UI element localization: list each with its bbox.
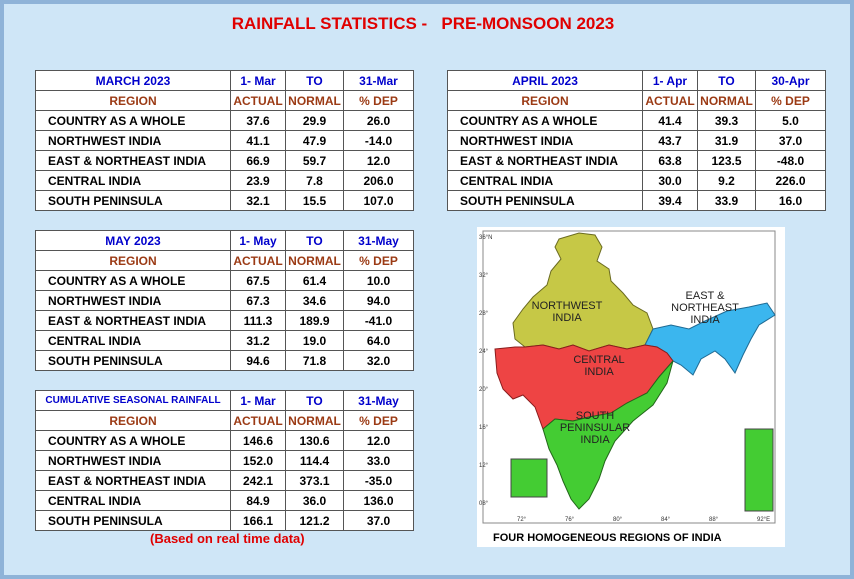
period-to-label: TO [286,71,344,91]
region-name: SOUTH PENINSULA [448,191,643,211]
column-header: % DEP [344,411,414,431]
rainfall-table [35,390,414,531]
actual-value: 146.6 [231,431,286,451]
departure-value: -14.0 [344,131,414,151]
table-row [448,191,826,211]
departure-value: 10.0 [344,271,414,291]
table-row [36,171,414,191]
column-header: REGION [36,91,231,111]
departure-value: 136.0 [344,491,414,511]
departure-value: 33.0 [344,451,414,471]
column-header: ACTUAL [231,91,286,111]
data-note: (Based on real time data) [150,531,305,546]
column-header: NORMAL [698,91,756,111]
actual-value: 39.4 [643,191,698,211]
departure-value: 12.0 [344,431,414,451]
table-row [36,151,414,171]
actual-value: 152.0 [231,451,286,471]
departure-value: 64.0 [344,331,414,351]
region-label: NORTHWEST [531,300,603,312]
normal-value: 189.9 [286,311,344,331]
region-name: EAST & NORTHEAST INDIA [36,151,231,171]
longitude-tick-label: 76° [565,517,575,523]
table-row [36,311,414,331]
region-name: EAST & NORTHEAST INDIA [36,471,231,491]
period-start: 1- May [231,231,286,251]
latitude-tick-label: 16° [479,425,489,431]
table-row [448,131,826,151]
latitude-tick-label: 32° [479,273,489,279]
table-period: CUMULATIVE SEASONAL RAINFALL [36,391,231,411]
actual-value: 66.9 [231,151,286,171]
region-name: CENTRAL INDIA [36,171,231,191]
departure-value: 32.0 [344,351,414,371]
actual-value: 43.7 [643,131,698,151]
normal-value: 36.0 [286,491,344,511]
departure-value: 226.0 [756,171,826,191]
rainfall-table [35,230,414,371]
column-header: NORMAL [286,91,344,111]
inset-andaman-nicobar [745,429,773,511]
column-header: % DEP [344,91,414,111]
column-header: REGION [448,91,643,111]
latitude-tick-label: 08° [479,501,489,507]
column-header: ACTUAL [231,411,286,431]
table-row [36,471,414,491]
table-period: MARCH 2023 [36,71,231,91]
table-period: APRIL 2023 [448,71,643,91]
latitude-tick-label: 20° [479,387,489,393]
table-row [448,151,826,171]
region-name: SOUTH PENINSULA [36,191,231,211]
inset-lakshadweep [511,459,547,497]
normal-value: 39.3 [698,111,756,131]
departure-value: -41.0 [344,311,414,331]
table-row [36,111,414,131]
period-to-label: TO [286,391,344,411]
departure-value: 5.0 [756,111,826,131]
departure-value: 107.0 [344,191,414,211]
region-label: CENTRAL [573,354,625,366]
actual-value: 41.4 [643,111,698,131]
map-caption: FOUR HOMOGENEOUS REGIONS OF INDIA [493,532,722,544]
table-row [36,511,414,531]
region-label: PENINSULAR [559,422,631,434]
normal-value: 373.1 [286,471,344,491]
region-name: EAST & NORTHEAST INDIA [36,311,231,331]
actual-value: 23.9 [231,171,286,191]
normal-value: 15.5 [286,191,344,211]
period-start: 1- Apr [643,71,698,91]
normal-value: 19.0 [286,331,344,351]
rainfall-table [447,70,826,211]
latitude-tick-label: 36°N [479,235,493,241]
period-start: 1- Mar [231,71,286,91]
region-name: CENTRAL INDIA [36,331,231,351]
table-row [448,171,826,191]
period-to-label: TO [698,71,756,91]
departure-value: 206.0 [344,171,414,191]
normal-value: 33.9 [698,191,756,211]
actual-value: 30.0 [643,171,698,191]
table-row [36,491,414,511]
column-header: REGION [36,411,231,431]
page-title: RAINFALL STATISTICS - PRE-MONSOON 2023 [231,14,615,33]
region-name: CENTRAL INDIA [36,491,231,511]
longitude-tick-label: 80° [613,517,623,523]
region-name: NORTHWEST INDIA [36,291,231,311]
normal-value: 114.4 [286,451,344,471]
normal-value: 130.6 [286,431,344,451]
table-row [36,351,414,371]
longitude-tick-label: 72° [517,517,527,523]
departure-value: 37.0 [344,511,414,531]
region-name: NORTHWEST INDIA [36,451,231,471]
normal-value: 123.5 [698,151,756,171]
actual-value: 63.8 [643,151,698,171]
column-header: NORMAL [286,411,344,431]
actual-value: 41.1 [231,131,286,151]
normal-value: 59.7 [286,151,344,171]
table-row [36,271,414,291]
column-header: ACTUAL [643,91,698,111]
actual-value: 37.6 [231,111,286,131]
actual-value: 67.5 [231,271,286,291]
actual-value: 166.1 [231,511,286,531]
region-name: EAST & NORTHEAST INDIA [448,151,643,171]
period-start: 1- Mar [231,391,286,411]
table-period: MAY 2023 [36,231,231,251]
period-end: 30-Apr [756,71,826,91]
latitude-tick-label: 24° [479,349,489,355]
region-name: NORTHWEST INDIA [36,131,231,151]
period-end: 31-Mar [344,71,414,91]
departure-value: 37.0 [756,131,826,151]
period-end: 31-May [344,231,414,251]
table-row [448,111,826,131]
period-end: 31-May [344,391,414,411]
normal-value: 47.9 [286,131,344,151]
actual-value: 67.3 [231,291,286,311]
actual-value: 31.2 [231,331,286,351]
region-name: COUNTRY AS A WHOLE [36,431,231,451]
normal-value: 34.6 [286,291,344,311]
region-label: SOUTH [575,410,615,422]
region-name: COUNTRY AS A WHOLE [36,271,231,291]
period-to-label: TO [286,231,344,251]
region-label: INDIA [584,366,614,378]
region-label: INDIA [580,434,610,446]
column-header: % DEP [756,91,826,111]
latitude-tick-label: 12° [479,463,489,469]
departure-value: 94.0 [344,291,414,311]
longitude-tick-label: 84° [661,517,671,523]
departure-value: -35.0 [344,471,414,491]
column-header: % DEP [344,251,414,271]
normal-value: 71.8 [286,351,344,371]
actual-value: 111.3 [231,311,286,331]
column-header: REGION [36,251,231,271]
region-name: COUNTRY AS A WHOLE [448,111,643,131]
region-label: EAST & [685,290,725,302]
map-svg [477,227,785,547]
actual-value: 32.1 [231,191,286,211]
region-label: INDIA [690,314,720,326]
table-row [36,451,414,471]
actual-value: 242.1 [231,471,286,491]
table-row [36,431,414,451]
normal-value: 7.8 [286,171,344,191]
departure-value: 26.0 [344,111,414,131]
normal-value: 9.2 [698,171,756,191]
normal-value: 121.2 [286,511,344,531]
table-row [36,131,414,151]
column-header: ACTUAL [231,251,286,271]
departure-value: 12.0 [344,151,414,171]
region-label: INDIA [552,312,582,324]
table-row [36,331,414,351]
table-row [36,291,414,311]
longitude-tick-label: 88° [709,517,719,523]
region-name: COUNTRY AS A WHOLE [36,111,231,131]
normal-value: 61.4 [286,271,344,291]
region-name: NORTHWEST INDIA [448,131,643,151]
column-header: NORMAL [286,251,344,271]
region-name: CENTRAL INDIA [448,171,643,191]
table-row [36,191,414,211]
normal-value: 29.9 [286,111,344,131]
actual-value: 84.9 [231,491,286,511]
rainfall-table [35,70,414,211]
departure-value: 16.0 [756,191,826,211]
departure-value: -48.0 [756,151,826,171]
region-name: SOUTH PENINSULA [36,511,231,531]
actual-value: 94.6 [231,351,286,371]
latitude-tick-label: 28° [479,311,489,317]
india-regions-map [477,227,785,547]
region-name: SOUTH PENINSULA [36,351,231,371]
normal-value: 31.9 [698,131,756,151]
region-label: NORTHEAST [671,302,739,314]
longitude-tick-label: 92°E [757,517,771,523]
